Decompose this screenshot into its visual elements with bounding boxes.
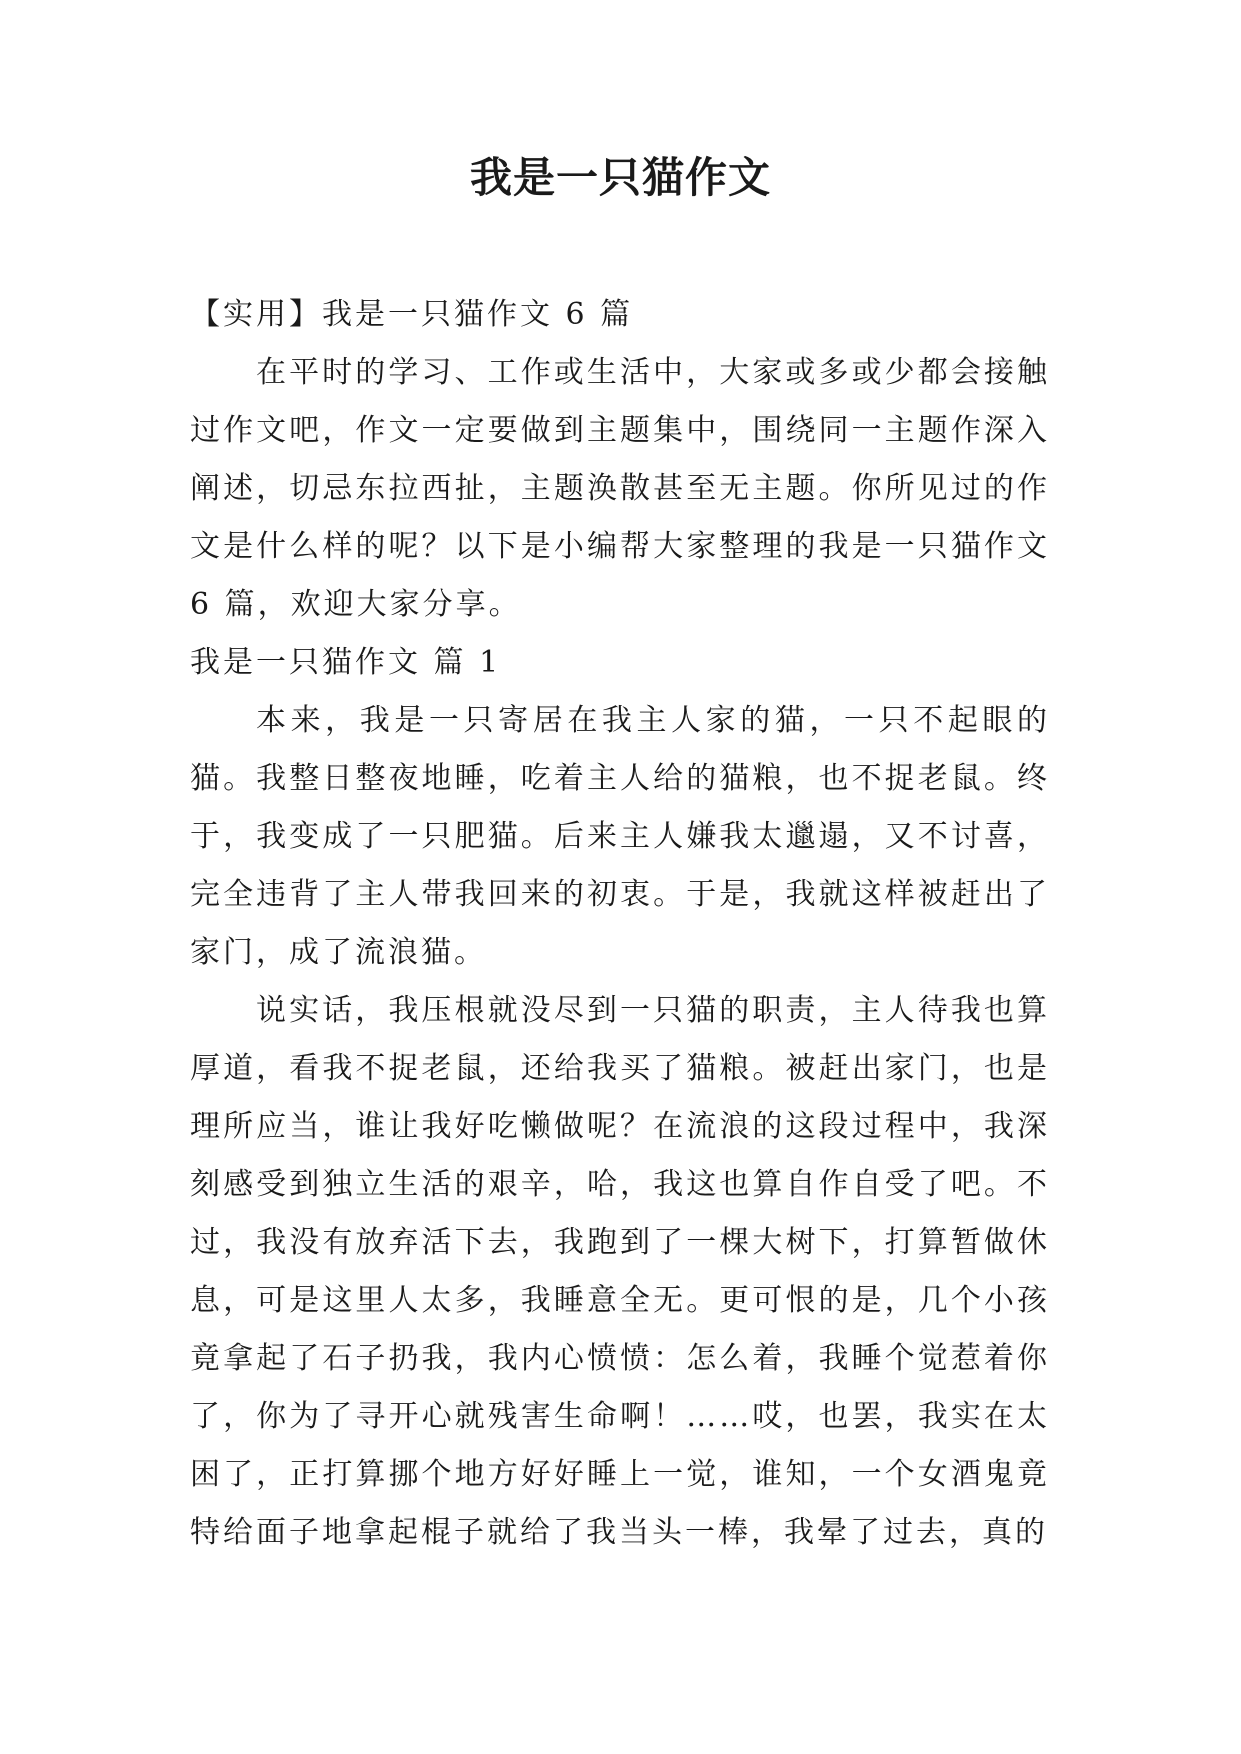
intro-paragraph: 在平时的学习、工作或生活中，大家或多或少都会接触过作文吧，作文一定要做到主题集中，围绕同一主题作深入阐述，切忌东拉西扯，主题涣散甚至无主题。你所见过的作文是什么样的呢？以下是小编帮大家整理的我是一只猫作文 6 篇，欢迎大家分享。 — [190, 355, 1050, 622]
document-heading: 【实用】我是一只猫作文 6 篇 — [190, 297, 634, 332]
document-body — [190, 286, 1050, 1562]
body-paragraph-2: 说实话，我压根就没尽到一只猫的职责，主人待我也算厚道，看我不捉老鼠，还给我买了猫粮。被赶出家门，也是理所应当，谁让我好吃懒做呢？在流浪的这段过程中，我深刻感受到独立生活的艰辛，哈，我这也算自作自受了吧。不过，我没有放弃活下去，我跑到了一棵大树下，打算暂做休息，可是这里人太多，我睡意全无。更可恨的是，几个小孩竟拿起了石子扔我，我内心愤愤：怎么着，我睡个觉惹着你了，你为了寻开心就残害生命啊！……哎，也罢，我实在太困了，正打算挪个地方好好睡上一觉，谁知，一个女酒鬼竟特给面子地拿起棍子就给了我当头一棒，我晕了过去，真的 — [190, 993, 1050, 1550]
body-paragraph-1: 本来，我是一只寄居在我主人家的猫，一只不起眼的猫。我整日整夜地睡，吃着主人给的猫粮，也不捉老鼠。终于，我变成了一只肥猫。后来主人嫌我太邋遢，又不讨喜，完全违背了主人带我回来的初衷。于是，我就这样被赶出了家门，成了流浪猫。 — [190, 703, 1050, 970]
section-title: 我是一只猫作文 篇 1 — [190, 645, 502, 680]
document-title: 我是一只猫作文 — [469, 153, 771, 202]
